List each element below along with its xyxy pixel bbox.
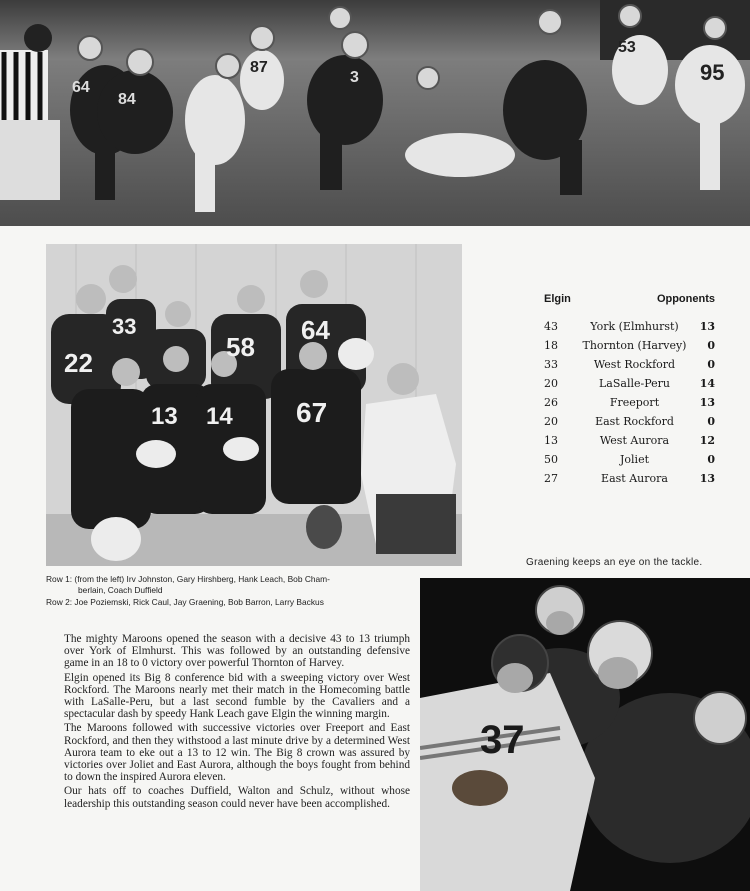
tackle-photo-caption: Graening keeps an eye on the tackle. <box>526 557 703 568</box>
opponent-name: Joliet <box>620 453 649 466</box>
jersey-number: 37 <box>480 718 525 762</box>
jersey-number: 14 <box>206 403 233 430</box>
jersey-number: 13 <box>151 403 178 430</box>
opponent-name: West Rockford <box>593 358 676 371</box>
opponent-score: 13 <box>699 396 715 409</box>
story-paragraph: The Maroons followed with successive victories over Freeport and East Rockford, and then they withstood a last minute drive by a determined West Aurora team to eke out a 13 to 12 win. The Big 8 crown was assured by victories over Joliet and East Aurora, although the boys fought from behind to down the inspired Aurora eleven. <box>64 722 410 784</box>
score-row <box>540 469 715 488</box>
row1-label: Row 1: <box>46 574 73 584</box>
opponent-score: 13 <box>699 472 715 485</box>
row1-names-a: (from the left) Irv Johnston, Gary Hirshberg, Hank Leach, Bob Cham- <box>74 574 330 584</box>
row2-names: Joe Poziemski, Rick Caul, Jay Graening, Bob Barron, Larry Backus <box>74 597 324 607</box>
score-row <box>540 431 715 450</box>
opponent-score: 0 <box>707 358 715 371</box>
season-scoreboard <box>540 293 715 488</box>
tackle-photo <box>420 578 750 891</box>
elgin-score: 13 <box>544 434 558 447</box>
row1-names-b: berlain, Coach Duffield <box>78 584 163 595</box>
opponent-name: York (Elmhurst) <box>590 320 679 333</box>
jersey-number: 22 <box>64 348 93 378</box>
opponent-name: West Aurora <box>599 434 670 447</box>
opponent-name: Freeport <box>609 396 660 409</box>
opponent-name: East Aurora <box>601 472 668 485</box>
jersey-number: 95 <box>700 60 725 85</box>
team-caption-row2 <box>46 597 466 608</box>
elgin-score: 26 <box>544 396 558 409</box>
jersey-number: 58 <box>226 332 255 362</box>
elgin-score: 27 <box>544 472 558 485</box>
score-row <box>540 412 715 431</box>
home-header: Elgin <box>544 293 571 305</box>
elgin-score: 20 <box>544 415 558 428</box>
scoreboard-header <box>540 293 715 305</box>
opponent-name: LaSalle-Peru <box>599 377 670 390</box>
score-row <box>540 317 715 336</box>
jersey-number: 53 <box>618 39 636 56</box>
opponent-score: 0 <box>707 453 715 466</box>
team-group-photo <box>46 244 462 566</box>
jersey-number: 64 <box>72 79 90 96</box>
row2-label: Row 2: <box>46 597 73 607</box>
score-row <box>540 450 715 469</box>
story-paragraph: Elgin opened its Big 8 conference bid with a sweeping victory over West Rockford. The Maroons nearly met their match in the Homecoming battle with LaSalle-Peru, but a last second fumble by the Cavaliers and a spectacular dash by speedy Hank Leach gave Elgin the winning margin. <box>64 671 410 721</box>
team-caption-row1 <box>46 574 466 595</box>
game-action-photo <box>0 0 750 226</box>
score-row <box>540 355 715 374</box>
opponent-score: 13 <box>699 320 715 333</box>
opponent-score: 14 <box>699 377 715 390</box>
elgin-score: 20 <box>544 377 558 390</box>
opponent-name: Thornton (Harvey) <box>582 339 687 352</box>
jersey-number: 64 <box>301 315 330 345</box>
elgin-score: 18 <box>544 339 558 352</box>
elgin-score: 43 <box>544 320 558 333</box>
opponent-score: 0 <box>707 415 715 428</box>
jersey-number: 3 <box>350 69 359 86</box>
opponent-name: East Rockford <box>595 415 674 428</box>
jersey-number: 67 <box>296 397 328 428</box>
elgin-score: 50 <box>544 453 558 466</box>
score-row <box>540 393 715 412</box>
story-paragraph: The mighty Maroons opened the season with a decisive 43 to 13 triumph over York of Elmhurst. This was followed by an outstanding defensive game in an 18 to 0 victory over powerful Thornton of Harvey. <box>64 633 410 670</box>
jersey-number: 33 <box>112 314 137 339</box>
score-row <box>540 374 715 393</box>
opponent-score: 12 <box>699 434 715 447</box>
elgin-score: 33 <box>544 358 558 371</box>
score-row <box>540 336 715 355</box>
season-story <box>64 633 410 812</box>
away-header: Opponents <box>656 293 715 305</box>
jersey-number: 87 <box>250 59 268 76</box>
opponent-score: 0 <box>707 339 715 352</box>
story-paragraph: Our hats off to coaches Duffield, Walton and Schulz, without whose leadership this outstanding season could never have been accomplished. <box>64 785 410 810</box>
jersey-number: 84 <box>118 91 136 108</box>
